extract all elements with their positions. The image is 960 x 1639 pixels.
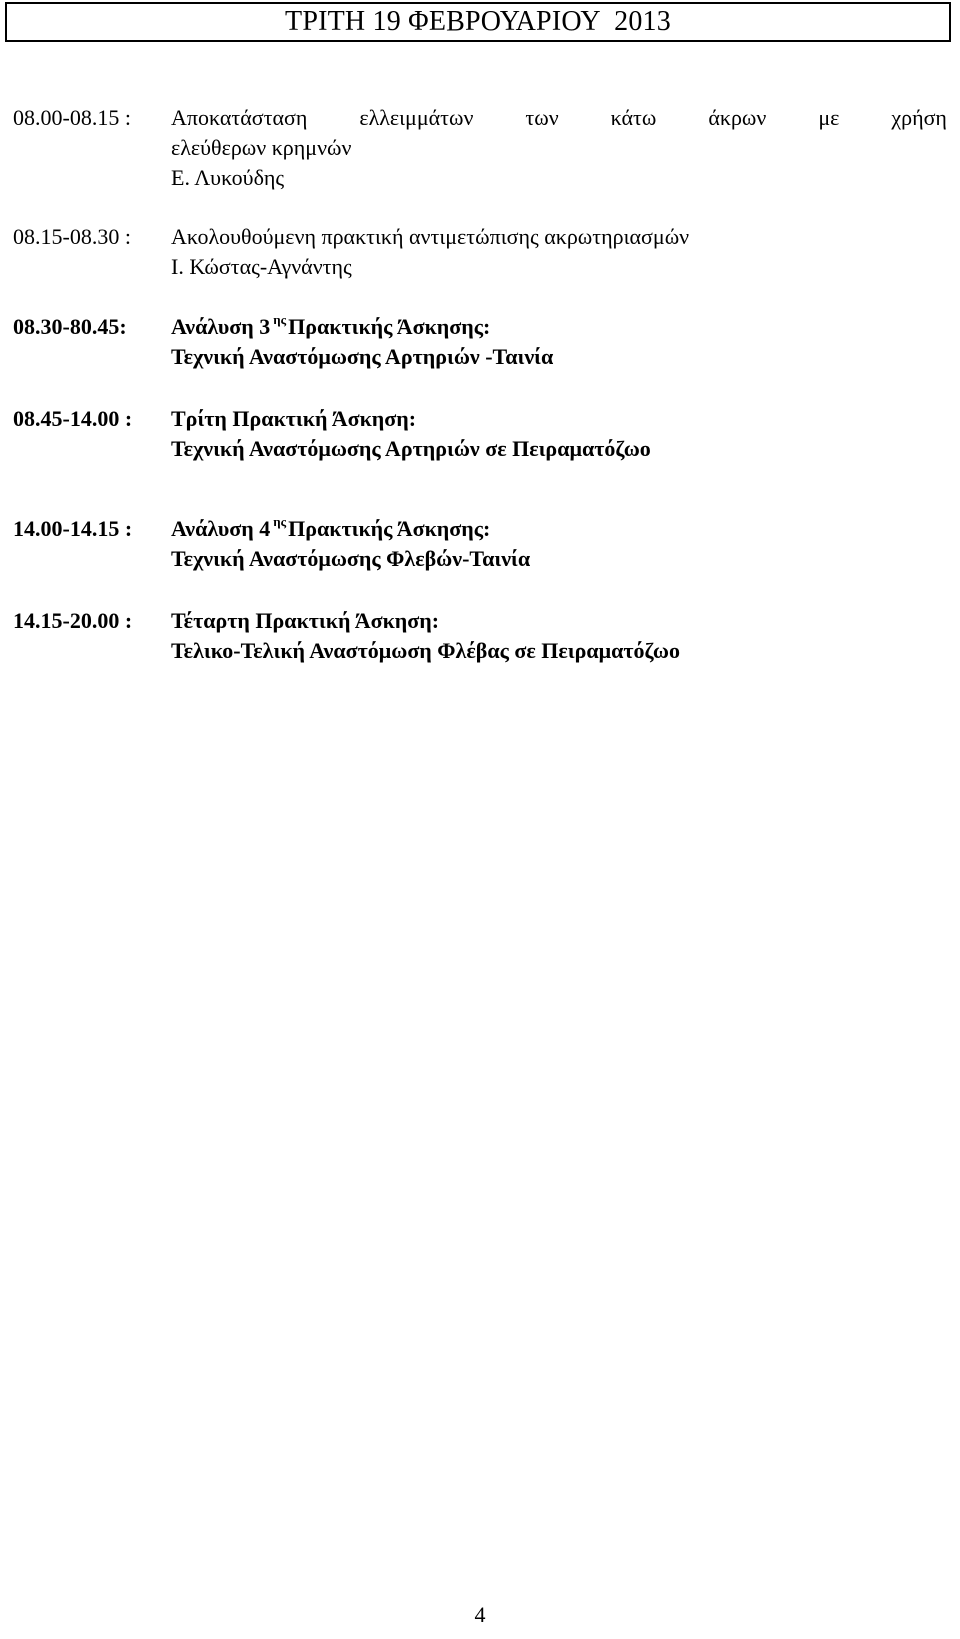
entry-title bbox=[171, 514, 947, 544]
entry-time: 08.45-14.00 : bbox=[13, 406, 133, 431]
page-title: ΤΡΙΤΗ 19 ΦΕΒΡΟΥΑΡΙΟΥ 2013 bbox=[285, 6, 671, 37]
entry-title: Τρίτη Πρακτική Άσκηση: bbox=[171, 406, 417, 431]
entry-line bbox=[13, 312, 947, 342]
entry-subtitle: Τεχνική Αναστόμωσης Φλεβών-Ταινία bbox=[171, 546, 531, 571]
title-part: Ανάλυση 3 bbox=[171, 314, 271, 339]
title-part: Πρακτικής Άσκησης: bbox=[288, 314, 491, 339]
entry-title bbox=[171, 312, 947, 342]
schedule-entry-4 bbox=[13, 404, 947, 464]
ordinal-suffix: ης bbox=[273, 312, 287, 327]
entry-time: 08.15-08.30 : bbox=[13, 224, 131, 249]
entry-line bbox=[13, 222, 947, 252]
schedule-entry-5 bbox=[13, 514, 947, 574]
schedule-entry-2 bbox=[13, 222, 947, 282]
entry-line bbox=[13, 544, 947, 574]
entry-title bbox=[171, 103, 947, 133]
title-word: με bbox=[818, 105, 840, 130]
entry-speaker: Ε. Λυκούδης bbox=[171, 165, 285, 190]
header-box bbox=[5, 2, 951, 42]
entry-time: 08.00-08.15 : bbox=[13, 105, 131, 130]
title-word: χρήση bbox=[891, 105, 947, 130]
entry-line bbox=[13, 342, 947, 372]
entry-title: Ακολουθούμενη πρακτική αντιμετώπισης ακρωτηριασμών bbox=[171, 224, 690, 249]
entry-time: 14.15-20.00 : bbox=[13, 608, 133, 633]
entry-time: 08.30-80.45: bbox=[13, 314, 127, 339]
title-word: των bbox=[525, 105, 559, 130]
entry-speaker: Ι. Κώστας-Αγνάντης bbox=[171, 254, 352, 279]
entry-line bbox=[13, 434, 947, 464]
entry-subtitle: Τεχνική Αναστόμωσης Αρτηριών σε Πειραματόζωο bbox=[171, 436, 651, 461]
entry-line bbox=[13, 514, 947, 544]
entry-line bbox=[13, 163, 947, 193]
schedule-entry-6 bbox=[13, 606, 947, 666]
ordinal-suffix: ης bbox=[273, 514, 287, 529]
entry-title-continued: ελεύθερων κρημνών bbox=[171, 135, 352, 160]
entry-line bbox=[13, 636, 947, 666]
entry-line bbox=[13, 404, 947, 434]
entry-time: 14.00-14.15 : bbox=[13, 516, 133, 541]
entry-subtitle: Τελικο-Τελική Αναστόμωση Φλέβας σε Πειραματόζωο bbox=[171, 638, 680, 663]
entry-subtitle: Τεχνική Αναστόμωσης Αρτηριών -Ταινία bbox=[171, 344, 554, 369]
entry-line bbox=[13, 606, 947, 636]
entry-line bbox=[13, 103, 947, 133]
title-word: κάτω bbox=[610, 105, 657, 130]
entry-title: Τέταρτη Πρακτική Άσκηση: bbox=[171, 608, 440, 633]
title-part: Ανάλυση 4 bbox=[171, 516, 271, 541]
title-word: άκρων bbox=[708, 105, 767, 130]
schedule-entry-1 bbox=[13, 103, 947, 193]
title-word: ελλειμμάτων bbox=[359, 105, 474, 130]
page-number: 4 bbox=[474, 1602, 486, 1627]
schedule-entry-3 bbox=[13, 312, 947, 372]
entry-line bbox=[13, 133, 947, 163]
title-word: Αποκατάσταση bbox=[171, 105, 308, 130]
title-part: Πρακτικής Άσκησης: bbox=[288, 516, 491, 541]
entry-line bbox=[13, 252, 947, 282]
